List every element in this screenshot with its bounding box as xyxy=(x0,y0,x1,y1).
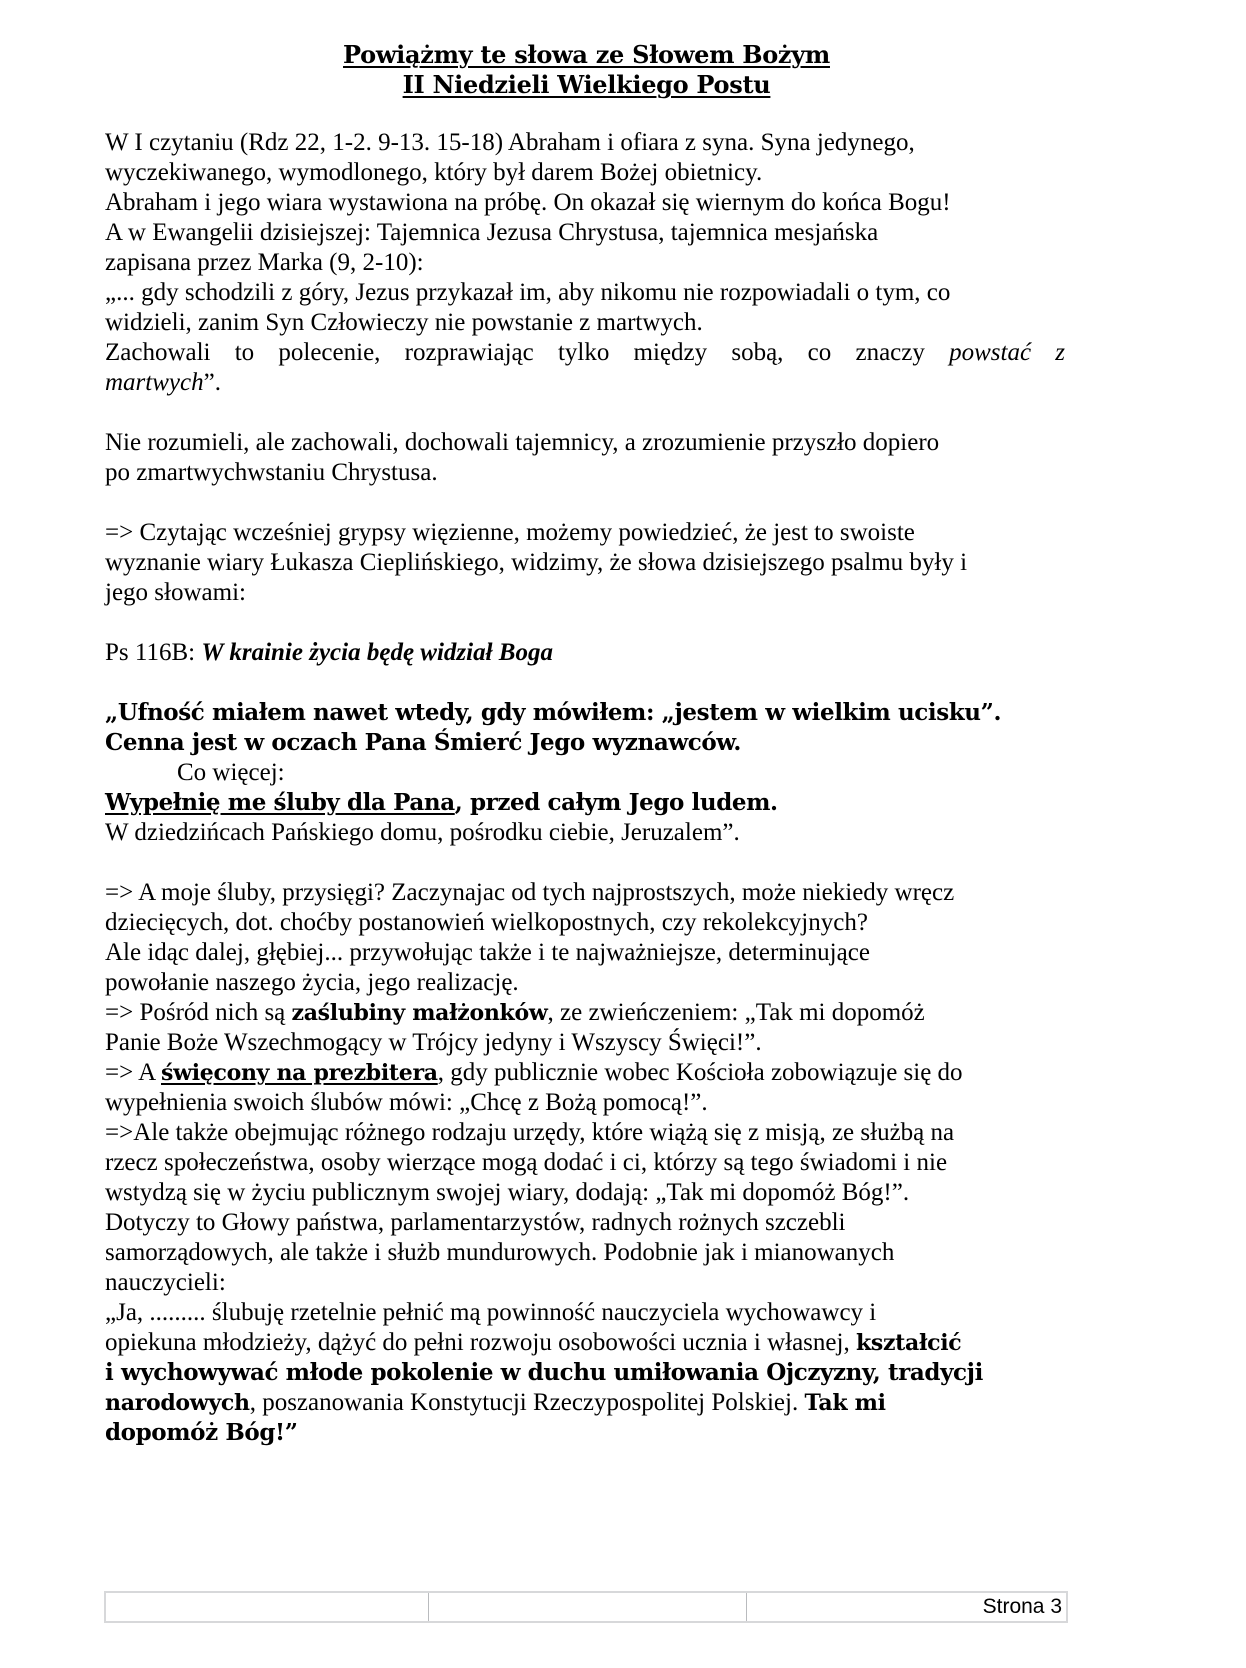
text-line xyxy=(105,1388,886,1418)
text-run: wyznanie wiary Łukasza Cieplińskiego, widzimy, że słowa dzisiejszego psalmu były i xyxy=(105,549,968,576)
text-line xyxy=(105,878,954,908)
text-run: => A moje śluby, przysięgi? Zaczynajac od tych najprostszych, może niekiedy wręcz xyxy=(105,879,955,906)
text-run: dziecięcych, dot. choćby postanowień wielkopostnych, czy rekolekcyjnych? xyxy=(105,909,868,936)
text-line xyxy=(105,308,703,338)
text-run: wyczekiwanego, wymodlonego, który był darem Bożej obietnicy. xyxy=(105,159,763,186)
text-line xyxy=(105,1178,909,1208)
text-run: W dziedzińcach Pańskiego domu, pośrodku ciebie, Jeruzalem”. xyxy=(105,819,740,846)
text-run: Zachowali to polecenie, rozprawiając tylko między sobą, co znaczy xyxy=(105,339,950,366)
text-run: powołanie naszego życia, jego realizację. xyxy=(105,969,519,996)
text-run: Tak mi xyxy=(804,1390,886,1416)
text-line xyxy=(105,338,1065,368)
text-line xyxy=(105,248,424,278)
text-run: jego słowami: xyxy=(105,579,246,606)
text-run: nauczycieli: xyxy=(105,1269,226,1296)
text-run: Co więcej: xyxy=(177,759,285,786)
text-run: A w Ewangelii dzisiejszej: Tajemnica Jezusa Chrystusa, tajemnica mesjańska xyxy=(105,219,879,246)
text-line xyxy=(105,548,967,578)
text-run: Wypełnię me śluby dla Pana xyxy=(105,789,455,816)
text-line xyxy=(105,428,939,458)
text-line xyxy=(105,1358,983,1388)
text-line xyxy=(105,368,221,398)
text-run: rzecz społeczeństwa, osoby wierzące mogą dodać i ci, którzy są tego świadomi i nie xyxy=(105,1149,948,1176)
text-line xyxy=(105,518,915,548)
text-run: zaślubiny małżonków xyxy=(291,1000,548,1026)
text-line xyxy=(105,938,870,968)
text-run: dopomóż Bóg!” xyxy=(105,1419,298,1446)
text-line xyxy=(105,1238,894,1268)
text-run: , ze zwieńczeniem: „Tak mi dopomóż xyxy=(547,999,925,1026)
text-line xyxy=(105,968,519,998)
text-line xyxy=(105,1028,762,1058)
text-run: wstydzą się w życiu publicznym swojej wiary, dodają: „Tak mi dopomóż Bóg!”. xyxy=(105,1179,910,1206)
text-run: Dotyczy to Głowy państwa, parlamentarzystów, radnych rożnych szczebli xyxy=(105,1209,846,1236)
text-run: W I czytaniu (Rdz 22, 1-2. 9-13. 15-18) Abraham i ofiara z syna. Syna jedynego, xyxy=(105,129,915,156)
text-line xyxy=(105,638,553,668)
text-line xyxy=(105,1118,954,1148)
text-run: =>Ale także obejmując różnego rodzaju urzędy, które wiążą się z misją, ze służbą na xyxy=(105,1119,955,1146)
text-line xyxy=(105,128,915,158)
text-run: ”. xyxy=(203,369,221,396)
text-line xyxy=(105,788,778,818)
text-run: „Ja, ......... ślubuję rzetelnie pełnić mą powinność nauczyciela wychowawcy i xyxy=(105,1299,877,1326)
text-line xyxy=(105,158,762,188)
text-run: Nie rozumieli, ale zachowali, dochowali tajemnicy, a zrozumienie przyszło dopiero xyxy=(105,429,940,456)
text-run: „Ufność miałem nawet wtedy, gdy mówiłem: „jestem w wielkim ucisku”. xyxy=(105,699,1002,726)
text-run: , gdy publicznie wobec Kościoła zobowiązuje się do xyxy=(437,1059,963,1086)
text-run: => Pośród nich są xyxy=(105,999,292,1026)
text-run: , poszanowania Konstytucji Rzeczypospolitej Polskiej. xyxy=(249,1389,805,1416)
text-line xyxy=(105,188,951,218)
text-run: święcony na prezbitera xyxy=(161,1060,438,1086)
footer-cell-left xyxy=(106,1593,429,1621)
text-line xyxy=(105,818,740,848)
text-line xyxy=(105,278,950,308)
text-line xyxy=(105,698,1001,728)
text-run: zapisana przez Marka (9, 2-10): xyxy=(105,249,424,276)
text-run: => Czytając wcześniej grypsy więzienne, możemy powiedzieć, że jest to swoiste xyxy=(105,519,915,546)
text-line xyxy=(105,458,438,488)
text-run: W krainie życia będę widział Boga xyxy=(201,639,553,666)
page-number: Strona 3 xyxy=(982,1595,1062,1618)
text-line xyxy=(105,1058,963,1088)
text-run: kształcić xyxy=(855,1330,962,1356)
text-run: opiekuna młodzieży, dążyć do pełni rozwoju osobowości ucznia i własnej, xyxy=(105,1329,856,1356)
text-run: Abraham i jego wiara wystawiona na próbę. On okazał się wiernym do końca Bogu! xyxy=(105,189,951,216)
text-line xyxy=(105,908,868,938)
text-run: => A xyxy=(105,1059,161,1086)
text-run: Ps 116B: xyxy=(105,639,202,666)
text-line xyxy=(105,1088,708,1118)
text-run: , przed całym Jego ludem. xyxy=(454,789,778,816)
text-run: Ale idąc dalej, głębiej... przywołując także i te najważniejsze, determinujące xyxy=(105,939,870,966)
text-line xyxy=(105,578,246,608)
text-line xyxy=(105,218,878,248)
text-line xyxy=(105,1148,947,1178)
text-run: widzieli, zanim Syn Człowieczy nie powstanie z martwych. xyxy=(105,309,703,336)
text-run: „... gdy schodzili z góry, Jezus przykazał im, aby nikomu nie rozpowiadali o tym, co xyxy=(105,279,951,306)
text-run: powstać z xyxy=(949,339,1065,366)
text-line xyxy=(105,1208,845,1238)
text-line xyxy=(177,758,285,788)
text-line xyxy=(105,1328,961,1358)
text-line xyxy=(105,1268,226,1298)
document-title-line-1: Powiążmy te słowa ze Słowem Bożym xyxy=(343,40,830,69)
text-line xyxy=(105,998,925,1028)
text-run: Panie Boże Wszechmogący w Trójcy jedyny i Wszyscy Święci!”. xyxy=(105,1029,762,1056)
footer-cell-center xyxy=(429,1593,747,1621)
text-run: martwych xyxy=(105,369,204,396)
text-run: wypełnienia swoich ślubów mówi: „Chcę z Bożą pomocą!”. xyxy=(105,1089,708,1116)
text-line xyxy=(105,1418,298,1448)
document-title-line-2: II Niedzieli Wielkiego Postu xyxy=(402,70,771,99)
text-line xyxy=(105,728,741,758)
text-run: samorządowych, ale także i służb mundurowych. Podobnie jak i mianowanych xyxy=(105,1239,895,1266)
text-run: i wychowywać młode pokolenie w duchu umiłowania Ojczyzny, tradycji xyxy=(105,1359,983,1386)
page-footer xyxy=(104,1591,1068,1623)
text-run: narodowych xyxy=(105,1390,250,1416)
text-run: po zmartwychwstaniu Chrystusa. xyxy=(105,459,438,486)
text-run: Cenna jest w oczach Pana Śmierć Jego wyznawców. xyxy=(105,729,741,756)
text-line xyxy=(105,1298,876,1328)
